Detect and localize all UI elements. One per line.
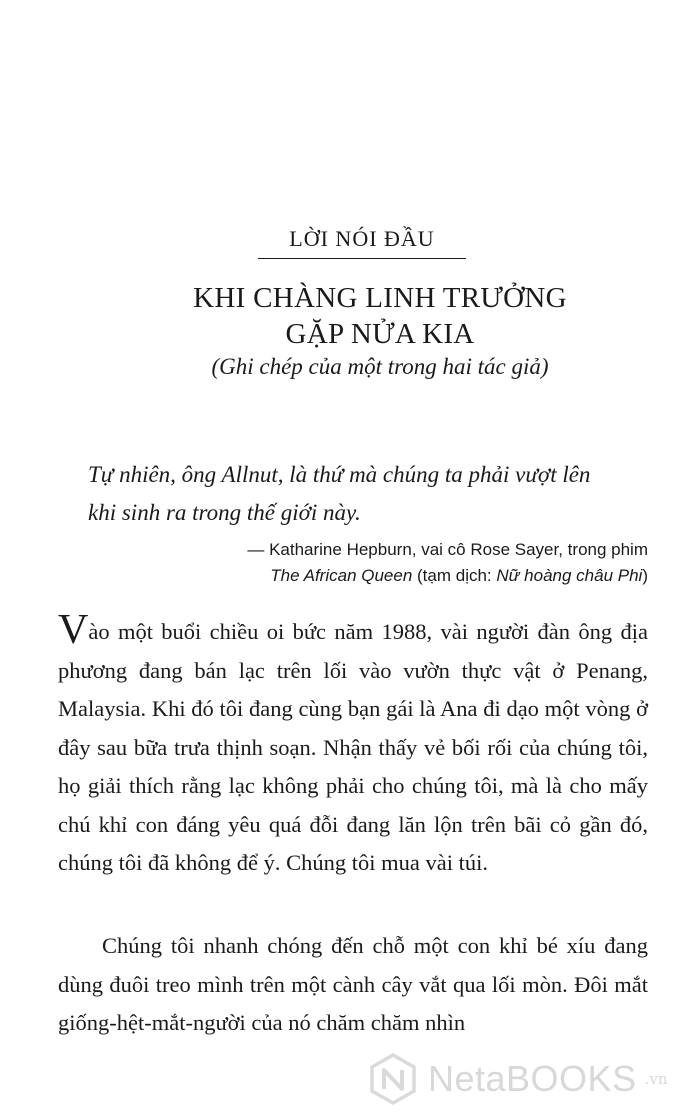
drop-cap: V [58,607,89,653]
paragraph-1 [58,607,648,883]
translation-title: Nữ hoàng châu Phi [496,566,643,585]
translation-suffix: ) [642,566,648,585]
neta-logo-icon [366,1052,420,1106]
paragraph-1-text: ào một buổi chiều oi bức năm 1988, vài người đàn ông địa phương đang bán lạc trên lối vào vườn thực vật ở Penang, Malaysia. Khi đó tôi đang cùng bạn gái là Ana đi dạo một vòng ở đây sau bữa trưa thịnh soạn. Nhận thấy vẻ bối rối của chúng tôi, họ giải thích rằng lạc không phải cho chúng tôi, mà là cho mấy chú khỉ con đáng yêu quá đỗi đang lăn lộn trên bãi cỏ gần đó, chúng tôi đã không để ý. Chúng tôi mua vài túi. [58,619,648,875]
epigraph-line1: Tự nhiên, ông Allnut, là thứ mà chúng ta phải vượt lên [88,462,591,487]
chapter-title-line2: GẶP NỬA KIA [285,318,475,350]
chapter-title [100,280,660,352]
epigraph-attribution: — Katharine Hepburn, vai cô Rose Sayer, trong phim [247,540,648,559]
watermark-suffix: .vn [644,1070,668,1088]
translation-prefix: (tạm dịch: [412,566,497,585]
watermark [366,1052,668,1106]
epigraph-quote [88,456,648,532]
epigraph-line2: khi sinh ra trong thế giới này. [88,500,361,525]
epigraph-film [88,566,648,586]
paragraph-2: Chúng tôi nhanh chóng đến chỗ một con khỉ bé xíu đang dùng đuôi treo mình trên một cành cây vắt qua lối mòn. Đôi mắt giống-hệt-mắt-người của nó chăm chăm nhìn [58,933,648,1035]
film-title: The African Queen [270,566,413,585]
chapter-subtitle: (Ghi chép của một trong hai tác giả) [211,354,549,379]
watermark-text: NetaBOOKS [428,1058,637,1099]
section-label: LỜI NÓI ĐẦU [289,226,435,251]
chapter-title-line1: KHI CHÀNG LINH TRƯỞNG [193,282,567,314]
section-divider [258,258,466,259]
